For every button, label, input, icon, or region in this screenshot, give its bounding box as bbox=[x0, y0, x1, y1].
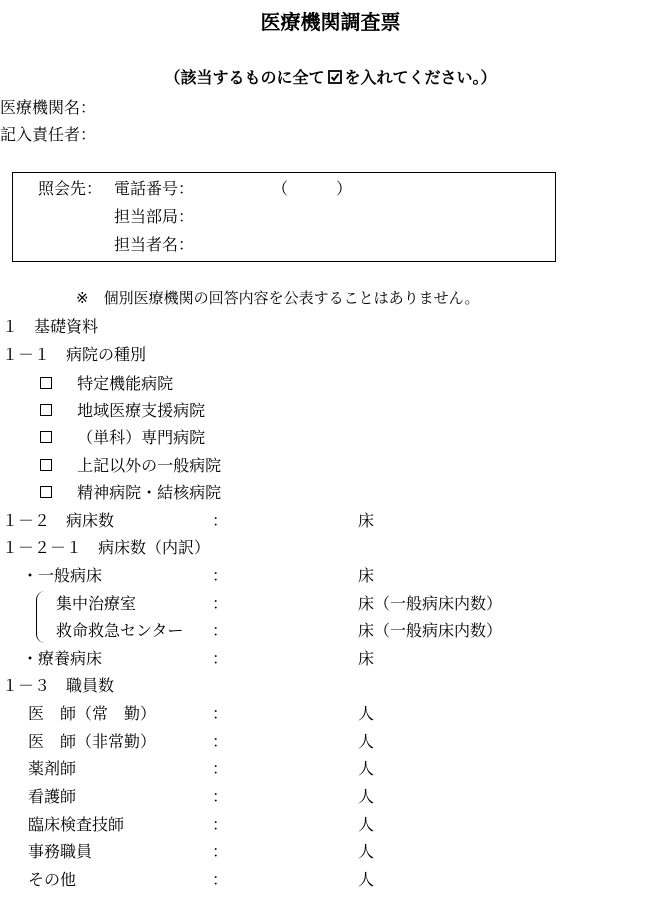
empty-checkbox-icon[interactable] bbox=[40, 431, 52, 443]
staff-row-label: 医 師（常 勤） bbox=[28, 704, 157, 723]
disclosure-note: ※ 個別医療機関の回答内容を公表することはありません。 bbox=[76, 289, 480, 307]
colon: ： bbox=[212, 621, 229, 640]
option-label: （単科）専門病院 bbox=[77, 428, 206, 447]
phone-number-label: 電話番号： bbox=[114, 179, 195, 198]
colon: ： bbox=[212, 594, 229, 613]
staff-row-label: 薬剤師 bbox=[28, 759, 77, 778]
option-label: 地域医療支援病院 bbox=[77, 401, 206, 420]
colon: ： bbox=[212, 511, 229, 530]
staff-row-label: 医 師（非常勤） bbox=[28, 732, 157, 751]
option-label: 上記以外の一般病院 bbox=[77, 456, 222, 475]
document-title: 医療機関調査票 bbox=[260, 10, 401, 34]
bed-unit: 床 bbox=[358, 511, 375, 530]
hospital-type-option[interactable] bbox=[40, 458, 221, 474]
contact-label: 照会先： bbox=[38, 179, 103, 198]
empty-checkbox-icon[interactable] bbox=[40, 404, 52, 416]
hospital-type-option[interactable] bbox=[40, 376, 173, 392]
staff-row-label: 臨床検査技師 bbox=[28, 815, 125, 834]
general-beds-label: ・一般病床 bbox=[22, 566, 103, 585]
staff-row-label: 看護師 bbox=[28, 787, 77, 806]
brace-bracket bbox=[36, 591, 45, 643]
recuperation-beds-label: ・療養病床 bbox=[22, 649, 103, 668]
staff-unit: 人 bbox=[358, 787, 375, 806]
colon: ： bbox=[212, 566, 229, 585]
bed-unit-subset: 床（一般病床内数） bbox=[358, 621, 503, 640]
colon: ： bbox=[212, 815, 229, 834]
instruction-suffix: を入れてください。） bbox=[344, 68, 497, 87]
hospital-type-heading: １－１ 病院の種別 bbox=[2, 345, 147, 364]
staff-row-label: その他 bbox=[28, 870, 77, 889]
emergency-center-beds-label: 救命救急センター bbox=[56, 621, 184, 640]
bed-breakdown-heading: １－２－１ 病床数（内訳） bbox=[2, 538, 211, 557]
checked-box-icon bbox=[328, 70, 342, 84]
empty-checkbox-icon[interactable] bbox=[40, 377, 52, 389]
option-label: 精神病院・結核病院 bbox=[77, 483, 222, 502]
hospital-type-option[interactable] bbox=[40, 485, 221, 501]
colon: ： bbox=[212, 649, 229, 668]
empty-checkbox-icon[interactable] bbox=[40, 459, 52, 471]
section-heading: １ 基礎資料 bbox=[2, 317, 99, 336]
staff-unit: 人 bbox=[358, 704, 375, 723]
responsible-person-label: 記入責任者： bbox=[0, 125, 97, 144]
colon: ： bbox=[212, 759, 229, 778]
colon: ： bbox=[212, 842, 229, 861]
department-label: 担当部局： bbox=[114, 207, 195, 226]
colon: ： bbox=[212, 704, 229, 723]
contact-person-label: 担当者名： bbox=[114, 235, 195, 254]
colon: ： bbox=[212, 732, 229, 751]
instruction-line bbox=[0, 70, 661, 86]
staff-count-heading: １－３ 職員数 bbox=[2, 676, 115, 695]
staff-unit: 人 bbox=[358, 870, 375, 889]
institution-name-label: 医療機関名： bbox=[0, 98, 97, 117]
staff-row-label: 事務職員 bbox=[28, 842, 93, 861]
bed-unit: 床 bbox=[358, 566, 375, 585]
hospital-type-option[interactable] bbox=[40, 403, 205, 419]
staff-unit: 人 bbox=[358, 732, 375, 751]
colon: ： bbox=[212, 870, 229, 889]
hospital-type-option[interactable] bbox=[40, 430, 205, 446]
staff-unit: 人 bbox=[358, 815, 375, 834]
option-label: 特定機能病院 bbox=[77, 374, 174, 393]
bed-unit: 床 bbox=[358, 649, 375, 668]
colon: ： bbox=[212, 787, 229, 806]
staff-unit: 人 bbox=[358, 759, 375, 778]
icu-beds-label: 集中治療室 bbox=[56, 594, 137, 613]
staff-unit: 人 bbox=[358, 842, 375, 861]
empty-checkbox-icon[interactable] bbox=[40, 486, 52, 498]
phone-parentheses: （ ） bbox=[272, 179, 353, 198]
bed-count-heading: １－２ 病床数 bbox=[2, 511, 115, 530]
bed-unit-subset: 床（一般病床内数） bbox=[358, 594, 503, 613]
instruction-prefix: （該当するものに全て bbox=[164, 68, 325, 87]
